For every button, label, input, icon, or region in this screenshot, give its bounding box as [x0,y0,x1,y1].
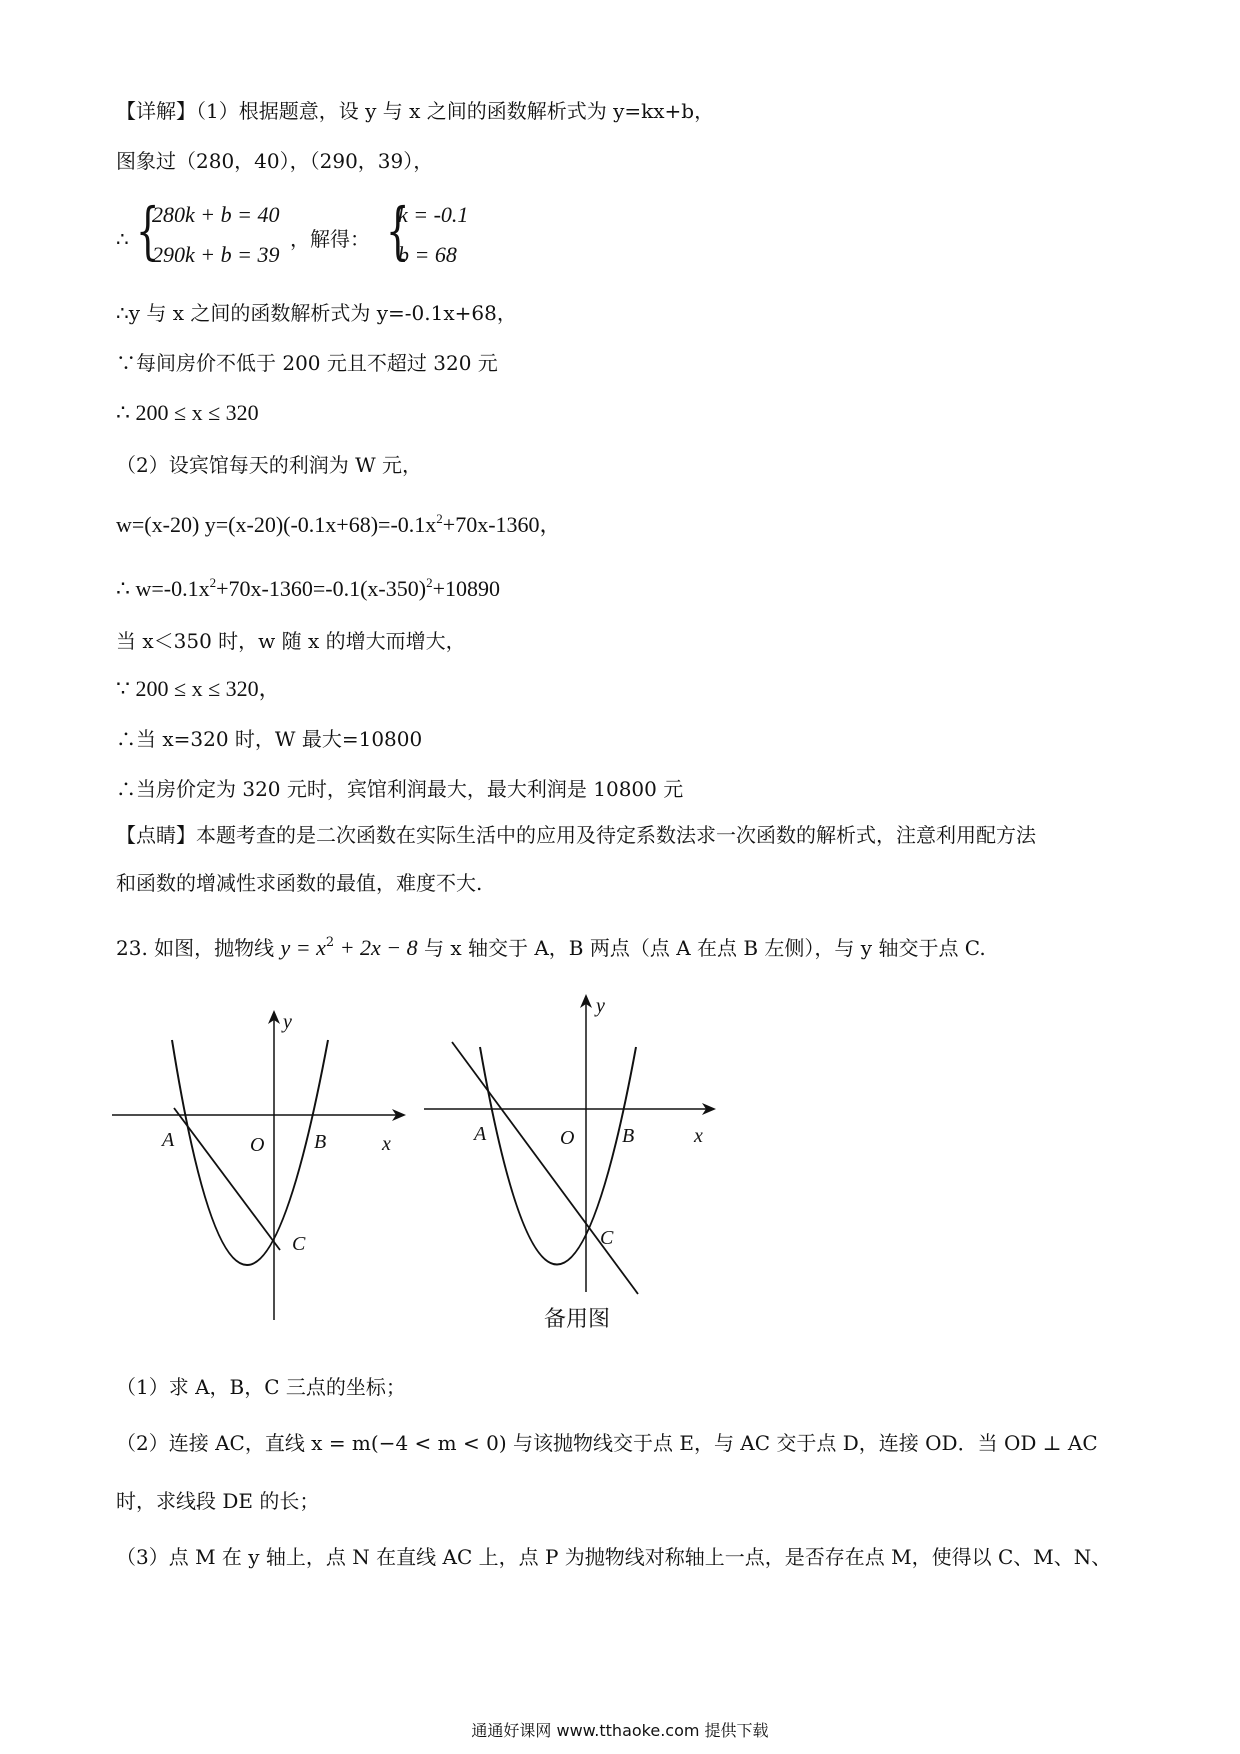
figure-1-graph [100,990,420,1330]
solution-line-9 [116,568,500,604]
figure-2-label-y: y [596,995,605,1017]
figure-2-caption: 备用图 [544,1307,611,1332]
solution-line-8 [116,504,562,540]
figure-2-label-a: A [474,1123,487,1145]
line9-part-a: ∴ w=-0.1x [116,576,210,601]
solution-eq-2: b = 68 [398,242,457,267]
question-3: （3）点 M 在 y 轴上，点 N 在直线 AC 上，点 P 为抛物线对称轴上一点，是否存在点 M，使得以 C、M、N、 [116,1545,1112,1569]
left-brace-1: { [135,194,160,267]
therefore-symbol: ∴ [116,227,129,251]
solution-line-4: ∴y 与 x 之间的函数解析式为 y=-0.1x+68， [116,301,517,325]
question-1: （1）求 A，B，C 三点的坐标； [116,1375,406,1399]
left-brace-2: { [385,194,410,267]
figure-2-label-c: C [600,1227,614,1249]
system-eq-1: 280k + b = 40 [152,202,280,227]
solution-eq-1: k = -0.1 [398,202,469,227]
figure-2-label-b: B [622,1125,635,1147]
question-2-line-1: （2）连接 AC，直线 x = m(−4 < m < 0) 与该抛物线交于点 E，与 AC 交于点 D，连接 OD．当 OD ⊥ AC [116,1431,1098,1455]
figure-2-label-x: x [694,1125,703,1147]
solution-line-10: 当 x＜350 时，w 随 x 的增大而增大， [116,629,466,653]
comment-line-2: 和函数的增减性求函数的最值，难度不大. [116,871,483,895]
solution-line-7: （2）设宾馆每天的利润为 W 元， [116,453,422,477]
solution-line-13: ∴当房价定为 320 元时，宾馆利润最大，最大利润是 10800 元 [116,777,684,801]
solution-line-12: ∴当 x=320 时，W 最大=10800 [116,727,423,751]
problem-intro-rest: 与 x 轴交于 A，B 两点（点 A 在点 B 左侧），与 y 轴交于点 C. [417,936,986,960]
parabola-eq-b: + 2x − 8 [334,935,418,960]
figure-1-label-b: B [314,1131,327,1153]
solution-line-1: 【详解】（1）根据题意，设 y 与 x 之间的函数解析式为 y=kx+b， [116,99,715,123]
line8-exponent: 2 [436,511,443,526]
solution-line-5: ∵每间房价不低于 200 元且不超过 320 元 [116,351,498,375]
figure-1-label-y: y [283,1011,292,1033]
parabola-eq-exponent: 2 [325,935,335,950]
figure-1-label-o: O [250,1134,265,1156]
figure-2-graph [420,982,730,1322]
line9-part-c: +10890 [432,576,500,601]
system-eq-2: 290k + b = 39 [152,242,280,267]
figure-1-label-c: C [292,1233,306,1255]
problem-23-statement [116,928,986,963]
solution-line-2: 图象过（280，40），（290，39）， [116,149,434,173]
figure-1-label-x: x [382,1133,391,1155]
figure-1-label-a: A [162,1129,175,1151]
line8-part-b: +70x-1360， [442,512,562,537]
comment-line-1: 【点睛】本题考查的是二次函数在实际生活中的应用及待定系数法求一次函数的解析式，注意利用配方法 [116,823,1036,847]
problem-intro: 23. 如图，抛物线 [116,936,281,960]
question-2-line-2: 时，求线段 DE 的长； [116,1489,320,1513]
figure-1-line-ac [174,1108,280,1250]
line9-exponent-1: 2 [209,575,217,590]
line9-exponent-2: 2 [426,575,433,590]
line9-part-b: +70x-1360=-0.1(x-350) [216,576,427,601]
solution-line-11: ∵ 200 ≤ x ≤ 320， [116,676,281,701]
solution-line-6: ∴ 200 ≤ x ≤ 320 [116,400,259,425]
parabola-eq-a: y = x [280,935,326,960]
solve-label: ，解得： [290,227,370,251]
line8-part-a: w=(x-20) y=(x-20)(-0.1x+68)=-0.1x [116,512,437,537]
figure-2-label-o: O [560,1127,575,1149]
page-footer: 通通好课网 www.tthaoke.com 提供下载 [471,1721,769,1740]
